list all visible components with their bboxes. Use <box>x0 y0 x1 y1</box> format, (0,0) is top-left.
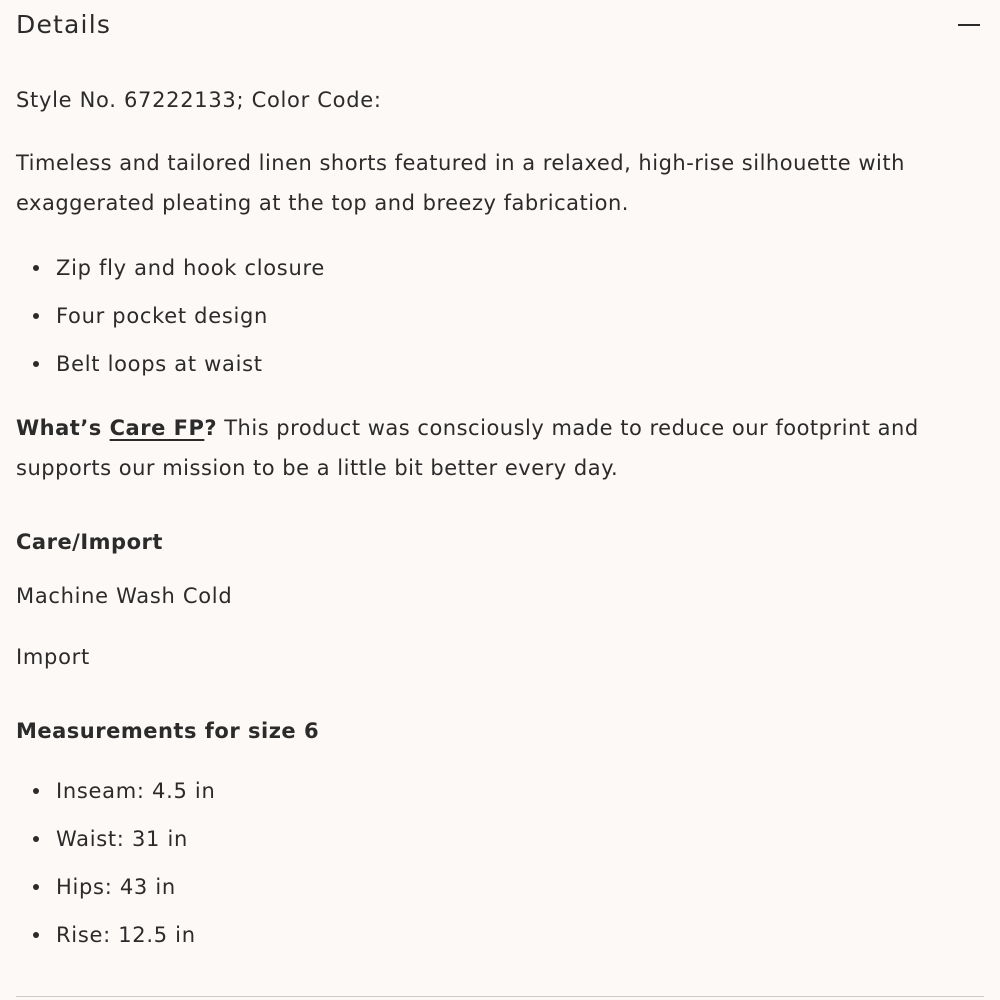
list-item <box>0 254 325 302</box>
list-item <box>0 873 215 921</box>
bullet-icon <box>33 932 39 938</box>
list-item <box>0 825 215 873</box>
collapse-minus-icon[interactable] <box>958 24 980 26</box>
details-accordion-header[interactable] <box>16 8 984 44</box>
details-title: Details <box>16 10 112 39</box>
bullet-icon <box>33 836 39 842</box>
list-item <box>0 777 215 825</box>
measurements-heading: Measurements for size 6 <box>16 719 320 743</box>
care-fp-paragraph <box>16 408 984 488</box>
feature-text: Zip fly and hook closure <box>56 256 325 280</box>
bullet-icon <box>33 788 39 794</box>
feature-text: Four pocket design <box>56 304 269 328</box>
bullet-icon <box>33 265 39 271</box>
style-number-text: Style No. 67222133; Color Code: <box>16 88 382 112</box>
bullet-icon <box>33 884 39 890</box>
measurement-text: Waist: 31 in <box>56 827 188 851</box>
bullet-icon <box>33 361 39 367</box>
list-item <box>0 921 215 969</box>
list-item <box>0 350 325 398</box>
list-item <box>0 302 325 350</box>
feature-text: Belt loops at waist <box>56 352 263 376</box>
wash-instruction: Machine Wash Cold <box>16 584 233 608</box>
measurement-text: Rise: 12.5 in <box>56 923 196 947</box>
bullet-icon <box>33 313 39 319</box>
measurement-text: Inseam: 4.5 in <box>56 779 216 803</box>
origin-text: Import <box>16 645 90 669</box>
care-fp-question-mark: ? <box>204 416 218 440</box>
measurement-text: Hips: 43 in <box>56 875 176 899</box>
features-list <box>0 254 325 398</box>
care-fp-link[interactable]: Care FP <box>109 416 205 440</box>
care-fp-prefix: What’s <box>16 416 110 440</box>
care-import-heading: Care/Import <box>16 530 163 554</box>
care-fp-body: This product was consciously made to reduce our footprint and supports our mission to be a little bit better every day. <box>16 416 919 480</box>
product-description: Timeless and tailored linen shorts featured in a relaxed, high-rise silhouette with exaggerated pleating at the top and breezy fabrication. <box>16 151 905 215</box>
measurements-list <box>0 777 215 969</box>
section-divider <box>16 996 984 997</box>
